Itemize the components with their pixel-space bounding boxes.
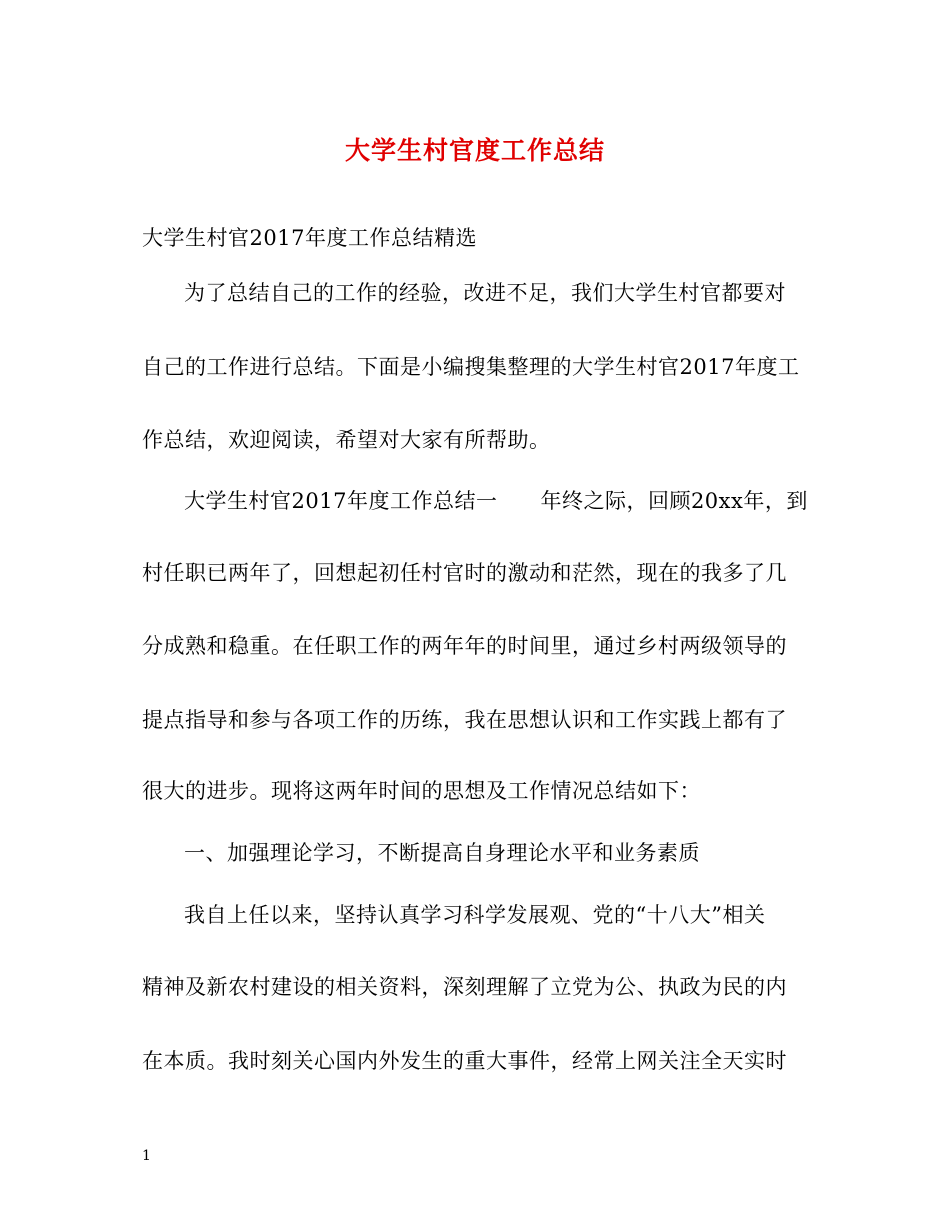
section-heading: 一、加强理论学习，不断提高自身理论水平和业务素质 <box>184 841 700 865</box>
paragraph-line: 为了总结自己的工作的经验，改进不足，我们大学生村官都要对 <box>184 281 786 305</box>
subtitle-line: 大学生村官2017年度工作总结精选 <box>142 226 477 250</box>
document-title: 大学生村官度工作总结 <box>344 136 605 165</box>
page-number: 1 <box>142 1148 151 1164</box>
paragraph-line: 在本质。我时刻关心国内外发生的重大事件，经常上网关注全天实时 <box>142 1049 787 1073</box>
paragraph-line: 我自上任以来，坚持认真学习科学发展观、党的“十八大”相关 <box>184 903 766 927</box>
paragraph-line: 分成熟和稳重。在任职工作的两年年的时间里，通过乡村两级领导的 <box>142 634 787 658</box>
paragraph-line: 作总结，欢迎阅读，希望对大家有所帮助。 <box>142 428 551 452</box>
paragraph-line: 提点指导和参与各项工作的历练，我在思想认识和工作实践上都有了 <box>142 708 787 732</box>
paragraph-line: 自己的工作进行总结。下面是小编搜集整理的大学生村官2017年度工 <box>142 355 800 379</box>
paragraph-line: 精神及新农村建设的相关资料，深刻理解了立党为公、执政为民的内 <box>142 975 787 999</box>
paragraph-line: 大学生村官2017年度工作总结一 年终之际，回顾20xx年，到 <box>184 489 808 513</box>
paragraph-line: 村任职已两年了，回想起初任村官时的激动和茫然，现在的我多了几 <box>142 561 787 585</box>
paragraph-line: 很大的进步。现将这两年时间的思想及工作情况总结如下： <box>142 779 701 803</box>
